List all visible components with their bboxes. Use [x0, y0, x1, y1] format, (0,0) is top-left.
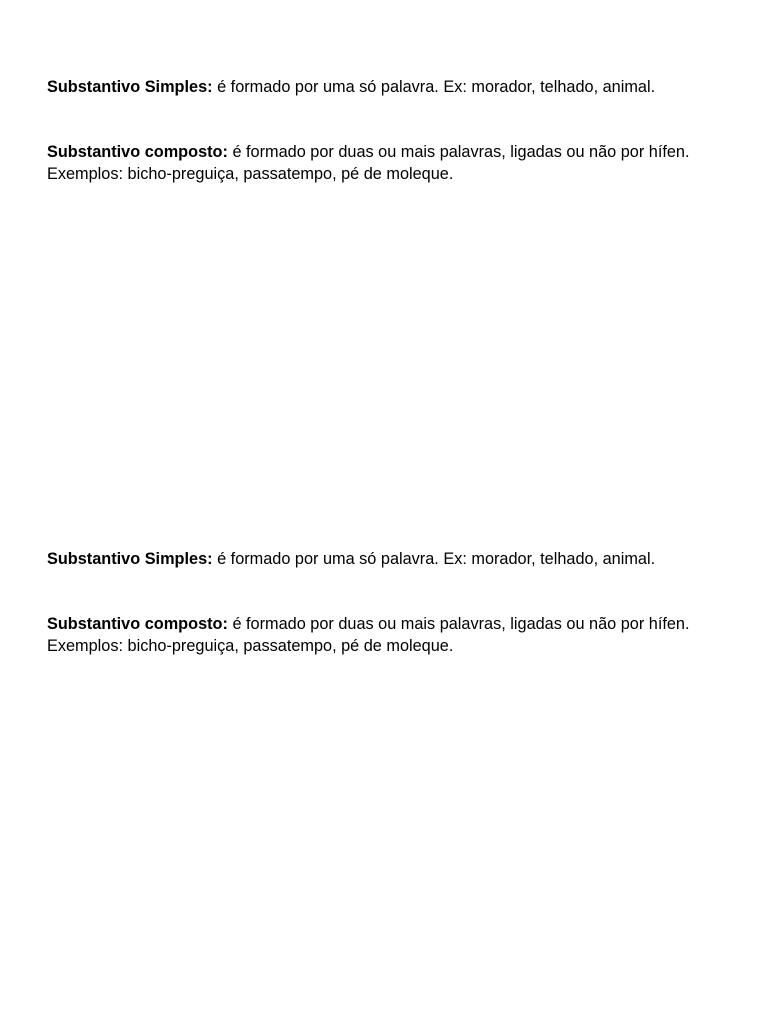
simple-noun-definition: é formado por uma só palavra. Ex: morador, telhado, animal. [212, 78, 656, 96]
compound-noun-term: Substantivo composto: [47, 142, 228, 161]
compound-noun-examples: Exemplos: bicho-preguiça, passatempo, pé de moleque. [47, 637, 454, 655]
compound-noun-examples: Exemplos: bicho-preguiça, passatempo, pé de moleque. [47, 165, 454, 183]
compound-noun-term: Substantivo composto: [47, 614, 228, 633]
compound-noun-paragraph [47, 613, 737, 658]
definition-block-1 [47, 76, 737, 186]
compound-noun-definition: é formado por duas ou mais palavras, ligadas ou não por hífen. [227, 142, 690, 161]
definition-block-2 [47, 548, 737, 658]
compound-noun-definition: é formado por duas ou mais palavras, ligadas ou não por hífen. [227, 614, 690, 633]
simple-noun-paragraph [47, 76, 737, 99]
compound-noun-paragraph [47, 141, 737, 186]
simple-noun-paragraph [47, 548, 737, 571]
simple-noun-term: Substantivo Simples: [47, 550, 213, 568]
simple-noun-term: Substantivo Simples: [47, 78, 213, 96]
simple-noun-definition: é formado por uma só palavra. Ex: morador, telhado, animal. [212, 550, 656, 568]
